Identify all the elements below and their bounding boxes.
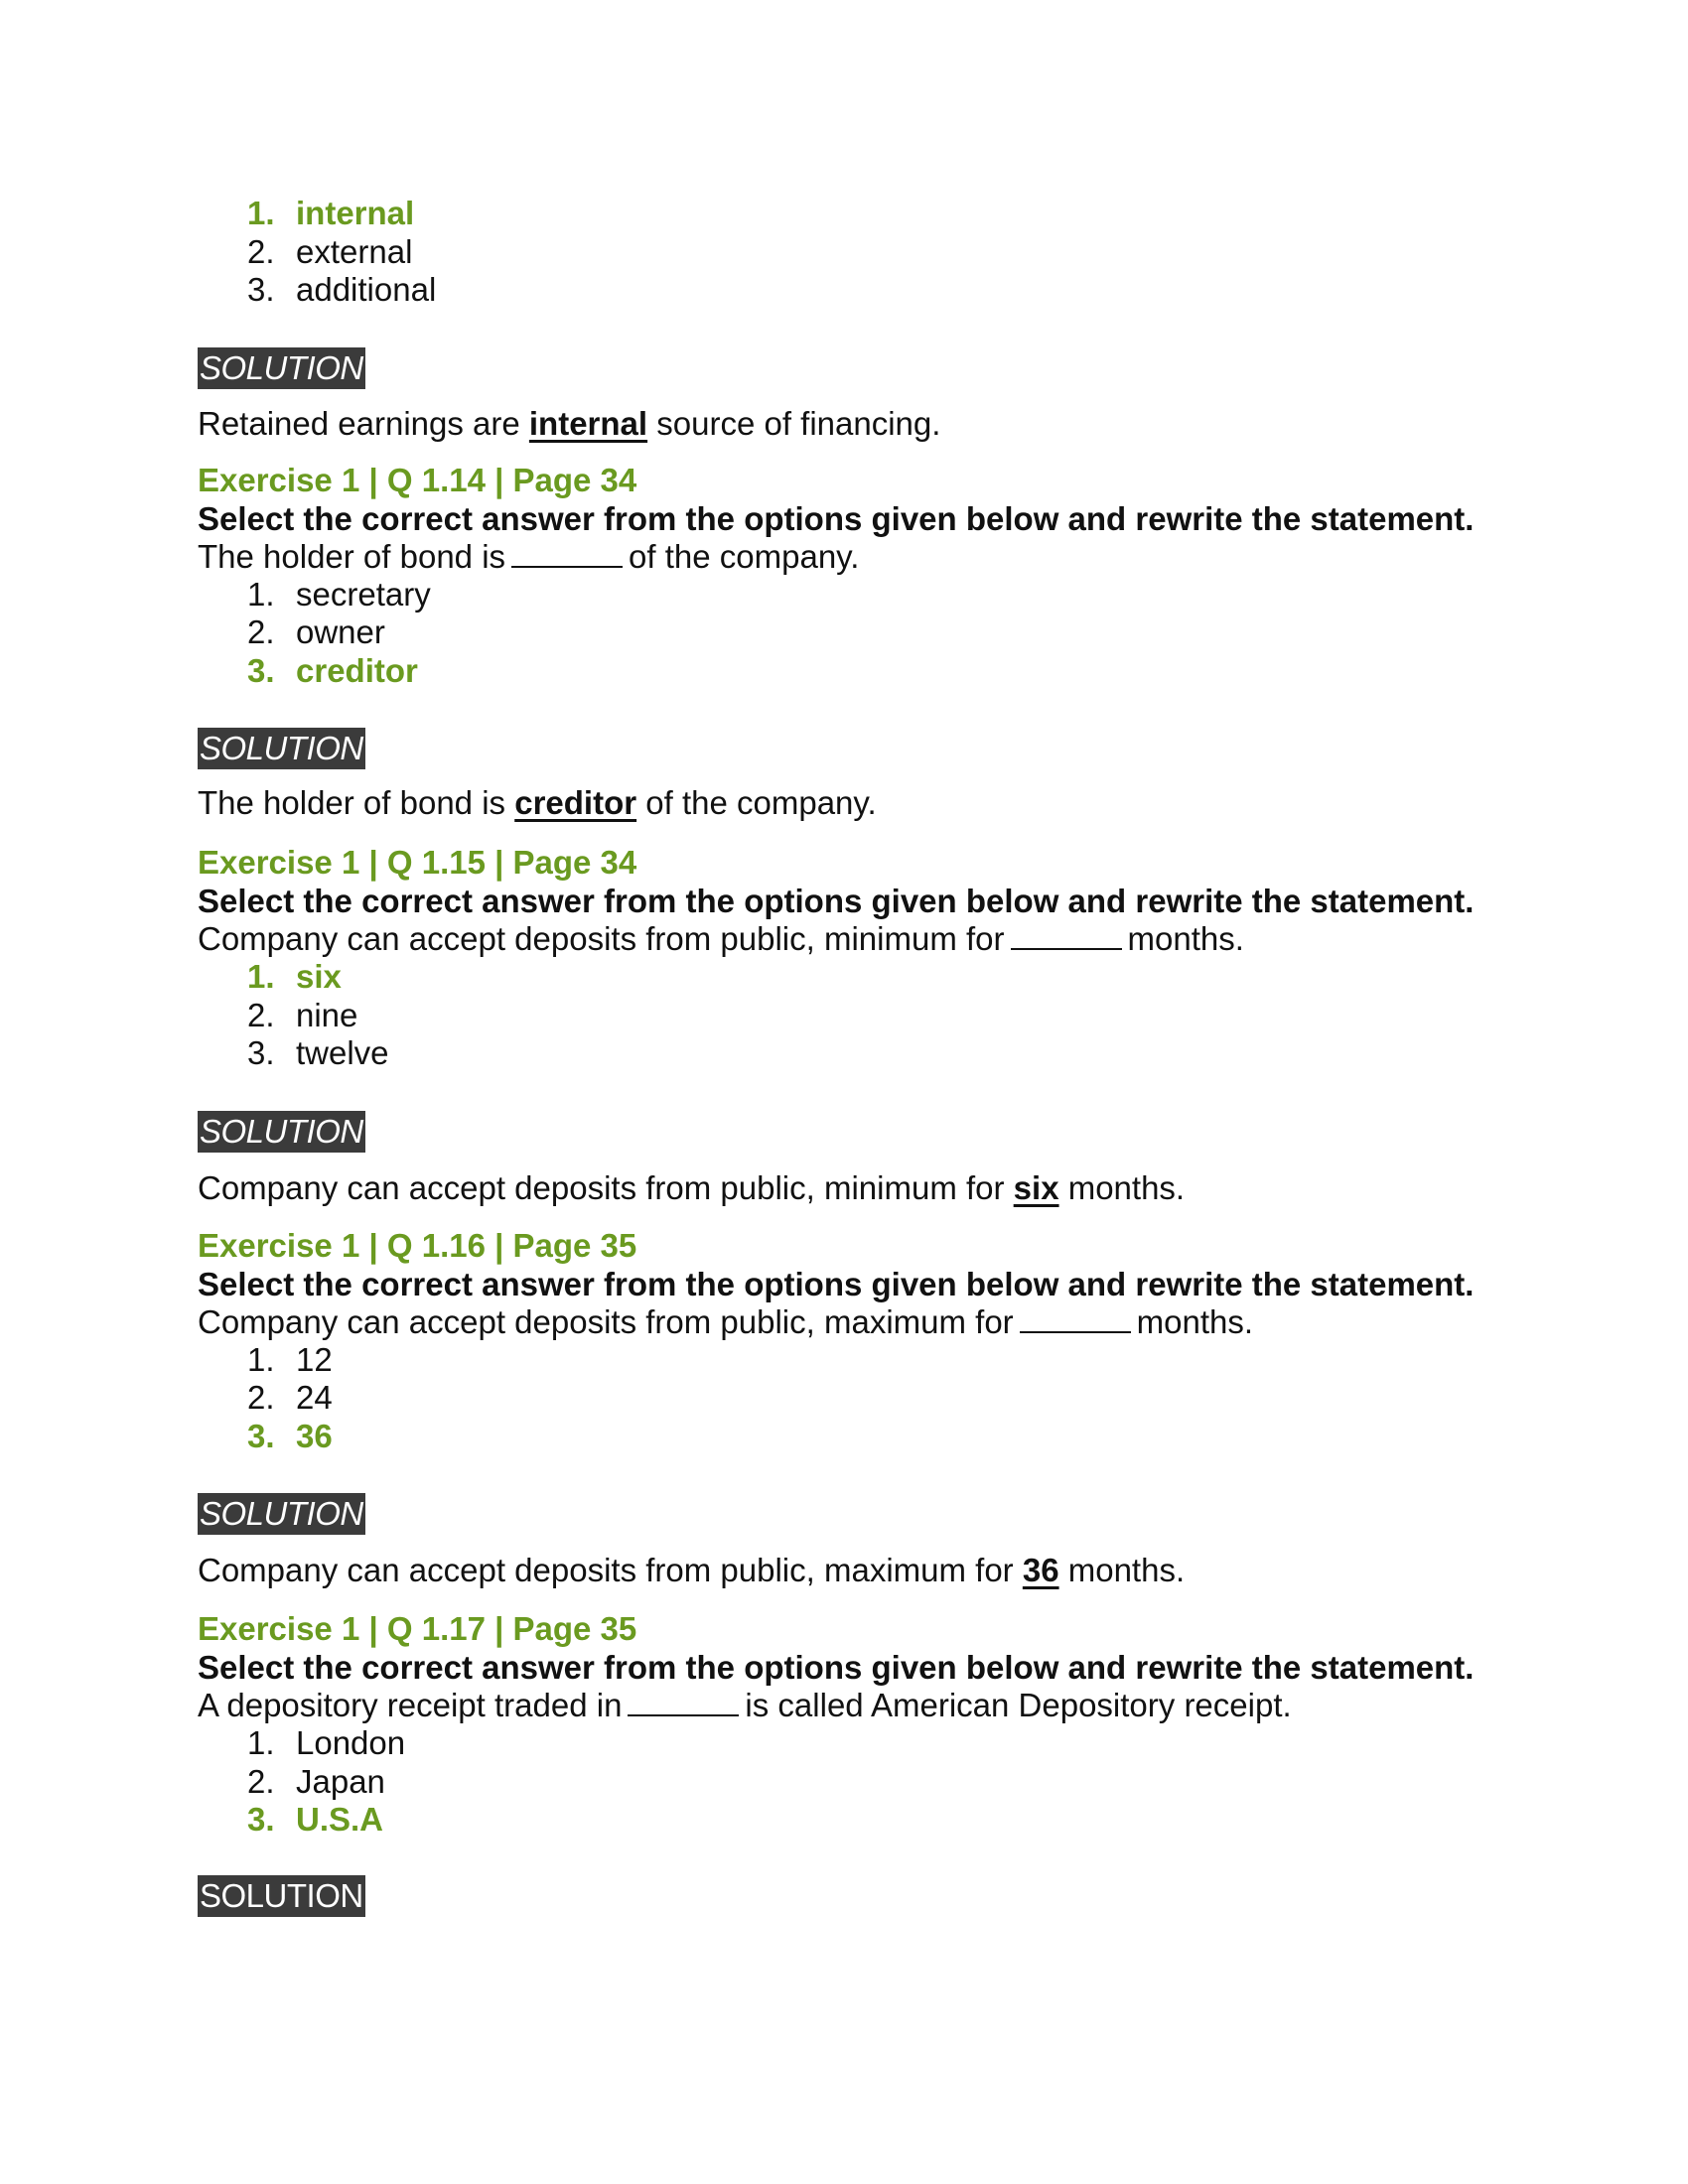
exercise-block	[198, 1226, 1518, 1610]
question-text: A depository receipt traded in is called American Depository receipt.	[198, 1687, 1292, 1723]
exercise-heading: Exercise 1 | Q 1.15 | Page 34	[198, 844, 637, 881]
question-text: Company can accept deposits from public, minimum for months.	[198, 920, 1244, 957]
option-item: 1. London	[247, 1724, 406, 1761]
options-list	[198, 576, 1518, 691]
option-item: 1. secretary	[247, 575, 431, 613]
solution-text: Retained earnings are internal source of financing.	[198, 404, 941, 442]
option-item: 2. owner	[247, 614, 385, 650]
instruction-text: Select the correct answer from the options given below and rewrite the statement.	[198, 883, 1475, 919]
instruction-text: Select the correct answer from the options given below and rewrite the statement.	[198, 1265, 1475, 1302]
options-list	[198, 1724, 1518, 1840]
solution-text: Company can accept deposits from public, maximum for 36 months.	[198, 1552, 1186, 1588]
option-item: 3. 36	[247, 1417, 333, 1454]
solution-text: Company can accept deposits from public, minimum for six months.	[198, 1168, 1186, 1206]
exercise-block	[198, 1609, 1518, 1917]
exercise-block	[198, 843, 1518, 1226]
answer-blank	[1020, 1305, 1131, 1333]
option-item: 3. U.S.A	[247, 1801, 384, 1838]
document-page	[198, 195, 1518, 1917]
option-item: 1. 12	[247, 1340, 333, 1378]
exercise-heading: Exercise 1 | Q 1.14 | Page 34	[198, 461, 637, 498]
solution-badge: SOLUTION	[198, 728, 365, 769]
option-item: 3. twelve	[247, 1034, 389, 1071]
question-text: The holder of bond is of the company.	[198, 537, 860, 575]
exercise-heading: Exercise 1 | Q 1.17 | Page 35	[198, 1610, 637, 1647]
option-item: 3. additional	[247, 271, 437, 308]
solution-badge: SOLUTION	[198, 347, 365, 389]
option-item: 3. creditor	[247, 651, 418, 689]
solution-answer: 36	[1022, 1552, 1059, 1588]
question-text: Company can accept deposits from public, maximum for months.	[198, 1302, 1254, 1340]
option-item: 1. internal	[247, 195, 415, 231]
instruction-text: Select the correct answer from the options given below and rewrite the statement.	[198, 1649, 1475, 1686]
answer-blank	[511, 540, 623, 568]
solution-answer: creditor	[514, 784, 637, 821]
option-item: 2. 24	[247, 1379, 333, 1416]
solution-badge: SOLUTION	[198, 1111, 365, 1153]
exercise-block	[198, 461, 1518, 844]
answer-blank	[1011, 922, 1122, 950]
solution-answer: internal	[528, 404, 648, 442]
option-item: 1. six	[247, 958, 342, 995]
exercise-heading: Exercise 1 | Q 1.16 | Page 35	[198, 1226, 637, 1264]
instruction-text: Select the correct answer from the options given below and rewrite the statement.	[198, 499, 1475, 537]
option-item: 2. Japan	[247, 1762, 385, 1800]
solution-badge: SOLUTION	[198, 1493, 365, 1535]
options-list	[198, 1341, 1518, 1456]
solution-answer: six	[1013, 1168, 1059, 1206]
option-item: 2. nine	[247, 996, 358, 1033]
solution-badge: SOLUTION	[198, 1875, 365, 1917]
options-list	[198, 195, 1518, 310]
option-item: 2. external	[247, 232, 413, 270]
solution-text: The holder of bond is creditor of the company.	[198, 784, 877, 821]
options-list	[198, 958, 1518, 1073]
answer-blank	[628, 1689, 739, 1716]
